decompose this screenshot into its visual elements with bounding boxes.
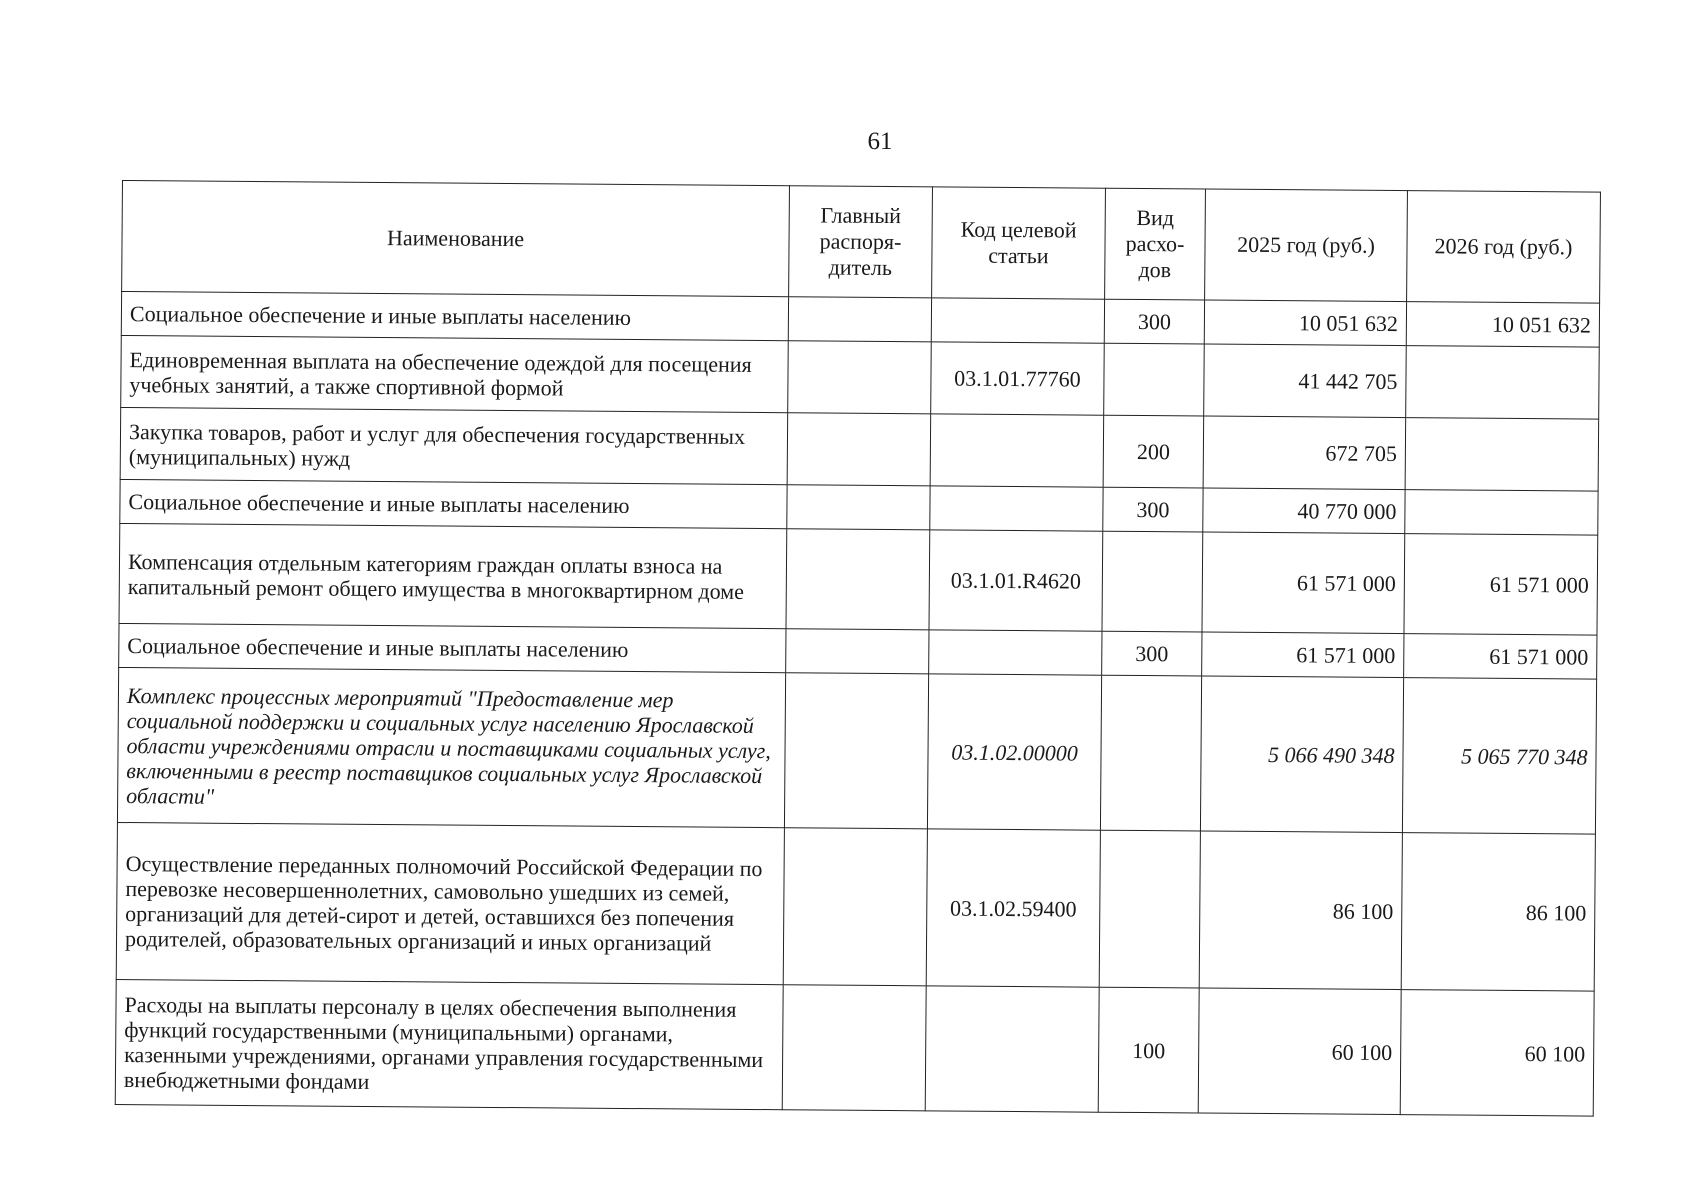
cell-amount-2025: 60 100 [1198, 988, 1401, 1115]
cell-amount-2025: 5 066 490 348 [1200, 676, 1403, 833]
cell-code [931, 298, 1104, 343]
table-row [117, 667, 1596, 834]
cell-admin [784, 673, 928, 829]
cell-kind: 300 [1102, 631, 1202, 676]
cell-code: 03.1.01.77760 [931, 342, 1105, 415]
cell-name: Социальное обеспечение и иные выплаты населению [119, 623, 786, 672]
table-row [115, 979, 1594, 1116]
cell-admin [786, 629, 929, 674]
table-row [121, 335, 1600, 419]
cell-amount-2025: 10 051 632 [1204, 300, 1406, 346]
cell-amount-2025: 86 100 [1199, 831, 1402, 990]
header-kind: Вид расхо-дов [1105, 188, 1206, 300]
header-year-2026: 2026 год (руб.) [1407, 191, 1601, 304]
cell-kind: 300 [1104, 299, 1204, 344]
cell-amount-2025: 40 770 000 [1203, 488, 1405, 534]
cell-amount-2026 [1405, 490, 1598, 536]
cell-amount-2026 [1406, 346, 1600, 420]
cell-kind: 100 [1098, 987, 1199, 1113]
header-code: Код целевой статьи [932, 187, 1106, 299]
page-number: 61 [867, 128, 893, 155]
table-header-row [122, 181, 1601, 304]
cell-code [930, 414, 1104, 487]
cell-name: Единовременная выплата на обеспечение одеждой для посещения учебных занятий, а также спортивной формой [121, 335, 789, 412]
cell-code [925, 986, 1099, 1112]
cell-code: 03.1.02.59400 [926, 829, 1100, 987]
cell-amount-2026: 61 571 000 [1404, 534, 1598, 636]
header-name: Наименование [122, 181, 790, 297]
cell-code: 03.1.01.R4620 [929, 530, 1103, 631]
cell-amount-2025: 61 571 000 [1202, 632, 1404, 678]
cell-kind: 200 [1103, 415, 1204, 488]
cell-amount-2026: 61 571 000 [1404, 634, 1597, 680]
header-year-2025: 2025 год (руб.) [1205, 189, 1408, 302]
cell-code: 03.1.02.00000 [927, 674, 1101, 830]
cell-admin [786, 529, 930, 630]
cell-amount-2026: 60 100 [1400, 990, 1594, 1117]
cell-code [929, 630, 1102, 675]
table-row [116, 822, 1595, 991]
cell-kind [1099, 830, 1200, 988]
cell-amount-2025: 41 442 705 [1204, 344, 1407, 418]
cell-name: Социальное обеспечение и иные выплаты населению [121, 292, 788, 341]
cell-amount-2026: 10 051 632 [1406, 302, 1599, 348]
budget-table [115, 180, 1601, 1117]
cell-amount-2026: 86 100 [1401, 833, 1595, 992]
cell-name: Социальное обеспечение и иные выплаты населению [120, 479, 787, 528]
table-row [119, 523, 1598, 635]
cell-amount-2026 [1405, 418, 1599, 492]
cell-kind [1104, 343, 1205, 416]
cell-name: Расходы на выплаты персоналу в целях обеспечения выполнения функций государственными (муниципальными) органами, казенными учреждениями, органами управления государственными внебюджетными фондами [115, 979, 783, 1109]
cell-admin [788, 297, 931, 342]
header-admin: Главный распоря-дитель [789, 186, 933, 298]
cell-name: Закупка товаров, работ и услуг для обеспечения государственных (муниципальных) нужд [120, 407, 788, 484]
cell-name: Комплекс процессных мероприятий "Предоставление мер социальной поддержки и социальных услуг населению Ярославской области учреждениями отрасли и поставщиками социальных услуг, включенными в реестр поставщиков социальных услуг Ярославской области" [117, 667, 785, 827]
cell-kind [1102, 531, 1203, 632]
cell-kind [1100, 675, 1201, 831]
cell-amount-2025: 672 705 [1203, 416, 1406, 490]
cell-amount-2026: 5 065 770 348 [1402, 678, 1596, 835]
cell-code [930, 486, 1103, 531]
cell-name: Компенсация отдельным категориям граждан оплаты взноса на капитальный ремонт общего имущества в многоквартирном доме [119, 523, 787, 628]
cell-name: Осуществление переданных полномочий Российской Федерации по перевозке несовершеннолетних, самовольно ушедших из семей, организаций для детей-сирот и детей, оставшихся без попечения родителей, образовательных организаций и иных организаций [116, 822, 784, 984]
cell-admin [782, 985, 926, 1111]
cell-kind: 300 [1103, 487, 1203, 532]
cell-admin [787, 485, 930, 530]
cell-admin [788, 341, 932, 414]
budget-table-container [115, 180, 1600, 1117]
cell-admin [783, 828, 927, 986]
table-row [120, 407, 1599, 491]
cell-amount-2025: 61 571 000 [1202, 532, 1405, 634]
cell-admin [787, 413, 931, 486]
